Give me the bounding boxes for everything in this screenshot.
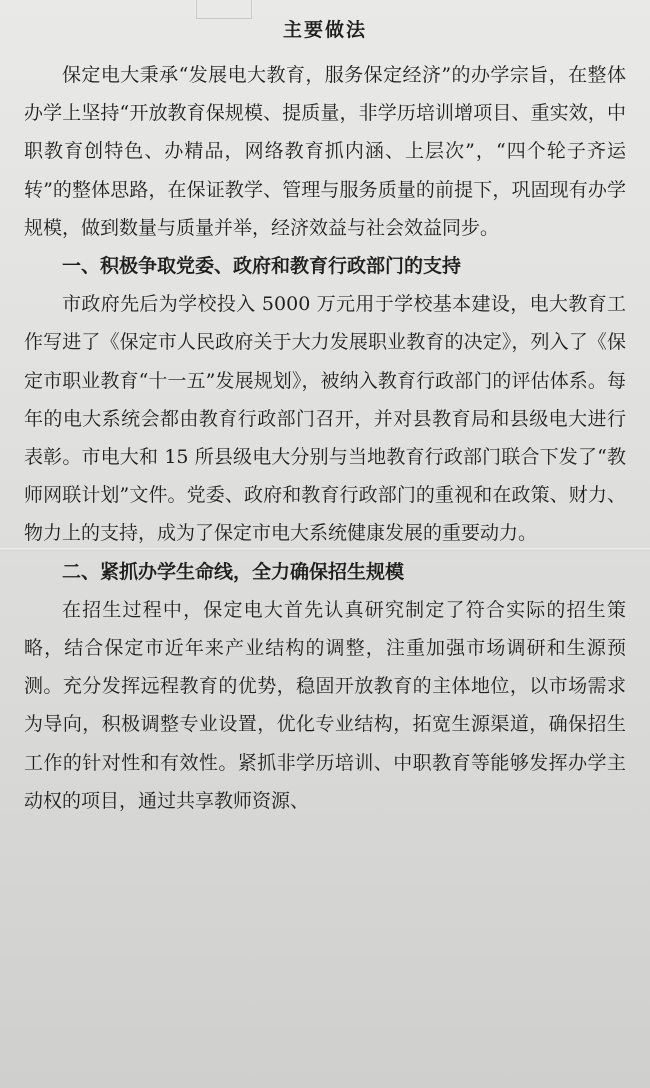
intro-paragraph: 保定电大秉承“发展电大教育，服务保定经济”的办学宗旨，在整体办学上坚持“开放教育保规模、提质量，非学历培训增项目、重实效，中职教育创特色、办精品，网络教育抓内涵、上层次”，“四个轮子齐运转”的整体思路，在保证教学、管理与服务质量的前提下，巩固现有办学规模，做到数量与质量并举，经济效益与社会效益同步。 <box>24 64 626 239</box>
section-heading-2: 二、紧抓办学生命线，全力确保招生规模 <box>62 560 405 583</box>
section-body-1: 市政府先后为学校投入 5000 万元用于学校基本建设，电大教育工作写进了《保定市人民政府关于大力发展职业教育的决定》，列入了《保定市职业教育“十一五”发展规划》，被纳入教育行政部门的评估体系。每年的电大系统会都由教育行政部门召开，并对县教育局和县级电大进行表彰。市电大和 15 所县级电大分别与当地教育行政部门联合下发了“教师网联计划”文件。党委、政府和教育行政部门的重视和在政策、财力、物力上的支持，成为了保定市电大系统健康发展的重要动力。 <box>24 293 626 545</box>
document-title: 主要做法 <box>282 19 367 41</box>
section-heading-1: 一、积极争取党委、政府和教育行政部门的支持 <box>62 255 462 278</box>
stamp-mark <box>196 0 252 19</box>
section-body-2: 在招生过程中，保定电大首先认真研究制定了符合实际的招生策略，结合保定市近年来产业结构的调整，注重加强市场调研和生源预测。充分发挥远程教育的优势，稳固开放教育的主体地位，以市场需求为导向，积极调整专业设置，优化专业结构，拓宽生源渠道，确保招生工作的针对性和有效性。紧抓非学历培训、中职教育等能够发挥办学主动权的项目，通过共享教师资源、 <box>24 598 626 812</box>
paper-fold <box>0 548 650 551</box>
